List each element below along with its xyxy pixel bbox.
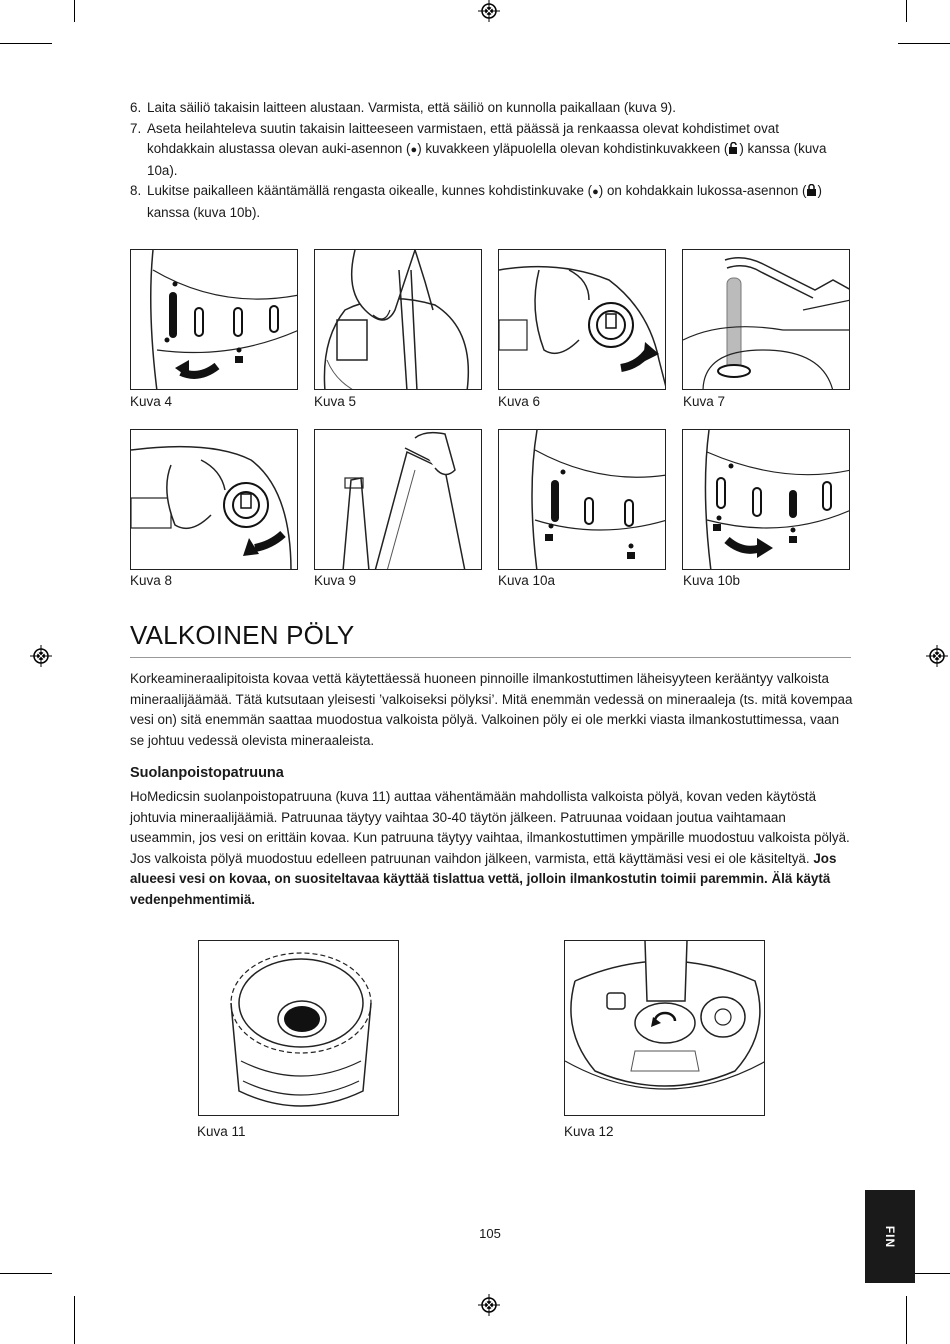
caption-kuva-4: Kuva 4 <box>130 394 173 409</box>
body-text: HoMedicsin suolanpoistopatruuna (kuva 11) auttaa vähentämään mahdollista valkoista pölyä, kovan veden käytöstä johtuvia mineraalijäämiä. Patruunaa täytyy vaihtaa 30-40 täytön jälkeen. Patruunaa voidaan joutua vaihtamaan useammin, jos vesi on erittäin kovaa. Kun patruuna täytyy vaihtaa, ilmankostuttimen ympärille muodostuu valkoista pölyä. Jos valkoista pölyä muodostuu edelleen patruunan vaihdon jälkeen, varmista, että käyttämäsi vesi ei ole käsiteltyä. <box>130 789 850 866</box>
figure-kuva-10a <box>498 429 666 570</box>
dot-icon: ● <box>592 186 599 199</box>
section-intro: Korkeamineraalipitoista kovaa vettä käytettäessä huoneen pinnoille ilmankostuttimen läheisyyteen kerääntyy valkoista mineraalijäämää. Tätä kutsutaan yleisesti ’valkoiseksi pölyksi’. Mitä enemmän vedessä on mineraaleja (ts. mitä kovempaa vesi on) sitä enemmän saattaa muodostua valkoista pölyä. Valkoinen pöly ei ole merkki viasta ilmankostuttimessa, vaan se johtuu vedessä olevista mineraaleista. <box>130 671 853 748</box>
body-bold-text: Jos alueesi vesi on kovaa, on suositeltavaa käyttää tislattua vettä, jolloin ilmankostutin toimii paremmin. Älä käytä vedenpehmentimiä. <box>130 850 837 907</box>
caption-kuva-11: Kuva 11 <box>197 1124 246 1139</box>
step-text: ) kanssa (kuva 10a). <box>147 141 827 178</box>
step-text: ) on kohdakkain lukossa-asennon ( <box>598 183 807 199</box>
figure-kuva-10b <box>682 429 850 570</box>
caption-kuva-10b: Kuva 10b <box>683 573 741 588</box>
crop-mark <box>898 43 950 44</box>
step-7 <box>130 119 845 182</box>
registration-mark-icon <box>478 1294 500 1316</box>
caption-kuva-10a: Kuva 10a <box>498 573 556 588</box>
step-text: Aseta heilahteleva suutin takaisin laitteeseen varmistaen, että päässä ja renkaassa olevat kohdistimet ovat kohdakkain alustassa olevan auki-asennon ( <box>147 120 779 157</box>
step-text: Lukitse paikalleen kääntämällä rengasta oikealle, kunnes kohdistinkuvake ( <box>147 183 593 199</box>
step-text: Laita säiliö takaisin laitteen alustaan. Varmista, että säiliö on kunnolla paikallaan (kuva 9). <box>147 100 676 115</box>
step-number: 8. <box>130 183 142 199</box>
registration-mark-icon <box>478 0 500 22</box>
section-body <box>130 787 855 911</box>
caption-kuva-8: Kuva 8 <box>130 573 173 588</box>
crop-mark <box>0 1273 52 1274</box>
crop-mark <box>906 1296 907 1344</box>
figure-kuva-4 <box>130 249 298 390</box>
crop-mark <box>906 0 907 22</box>
step-6 <box>130 98 845 119</box>
figure-kuva-7 <box>682 249 850 390</box>
caption-kuva-7: Kuva 7 <box>683 394 726 409</box>
step-8 <box>130 181 845 223</box>
figure-kuva-9 <box>314 429 482 570</box>
unlock-icon <box>728 142 739 154</box>
lock-icon <box>806 184 817 196</box>
crop-mark <box>0 43 52 44</box>
instruction-steps <box>130 98 845 224</box>
caption-kuva-5: Kuva 5 <box>314 394 357 409</box>
section-title: VALKOINEN PÖLY <box>130 620 355 650</box>
language-tab <box>865 1190 915 1283</box>
figure-kuva-11 <box>198 940 399 1116</box>
caption-kuva-9: Kuva 9 <box>314 573 357 588</box>
caption-kuva-6: Kuva 6 <box>498 394 541 409</box>
registration-mark-icon <box>926 645 948 667</box>
crop-mark <box>74 1296 75 1344</box>
figure-kuva-8 <box>130 429 298 570</box>
step-text: ) kanssa (kuva 10b). <box>147 183 822 220</box>
subheading: Suolanpoistopatruuna <box>130 765 284 781</box>
page-number: 105 <box>479 1226 501 1241</box>
language-tab-label: FIN <box>883 1225 897 1248</box>
figure-kuva-5 <box>314 249 482 390</box>
step-number: 7. <box>130 120 142 136</box>
dot-icon: ● <box>410 144 418 157</box>
section-divider <box>130 657 851 658</box>
caption-kuva-12: Kuva 12 <box>564 1124 614 1139</box>
step-number: 6. <box>130 100 142 115</box>
registration-mark-icon <box>30 645 52 667</box>
step-text: ) kuvakkeen yläpuolella olevan kohdistinkuvakkeen ( <box>417 141 729 157</box>
figure-kuva-12 <box>564 940 765 1116</box>
crop-mark <box>74 0 75 22</box>
figure-kuva-6 <box>498 249 666 390</box>
